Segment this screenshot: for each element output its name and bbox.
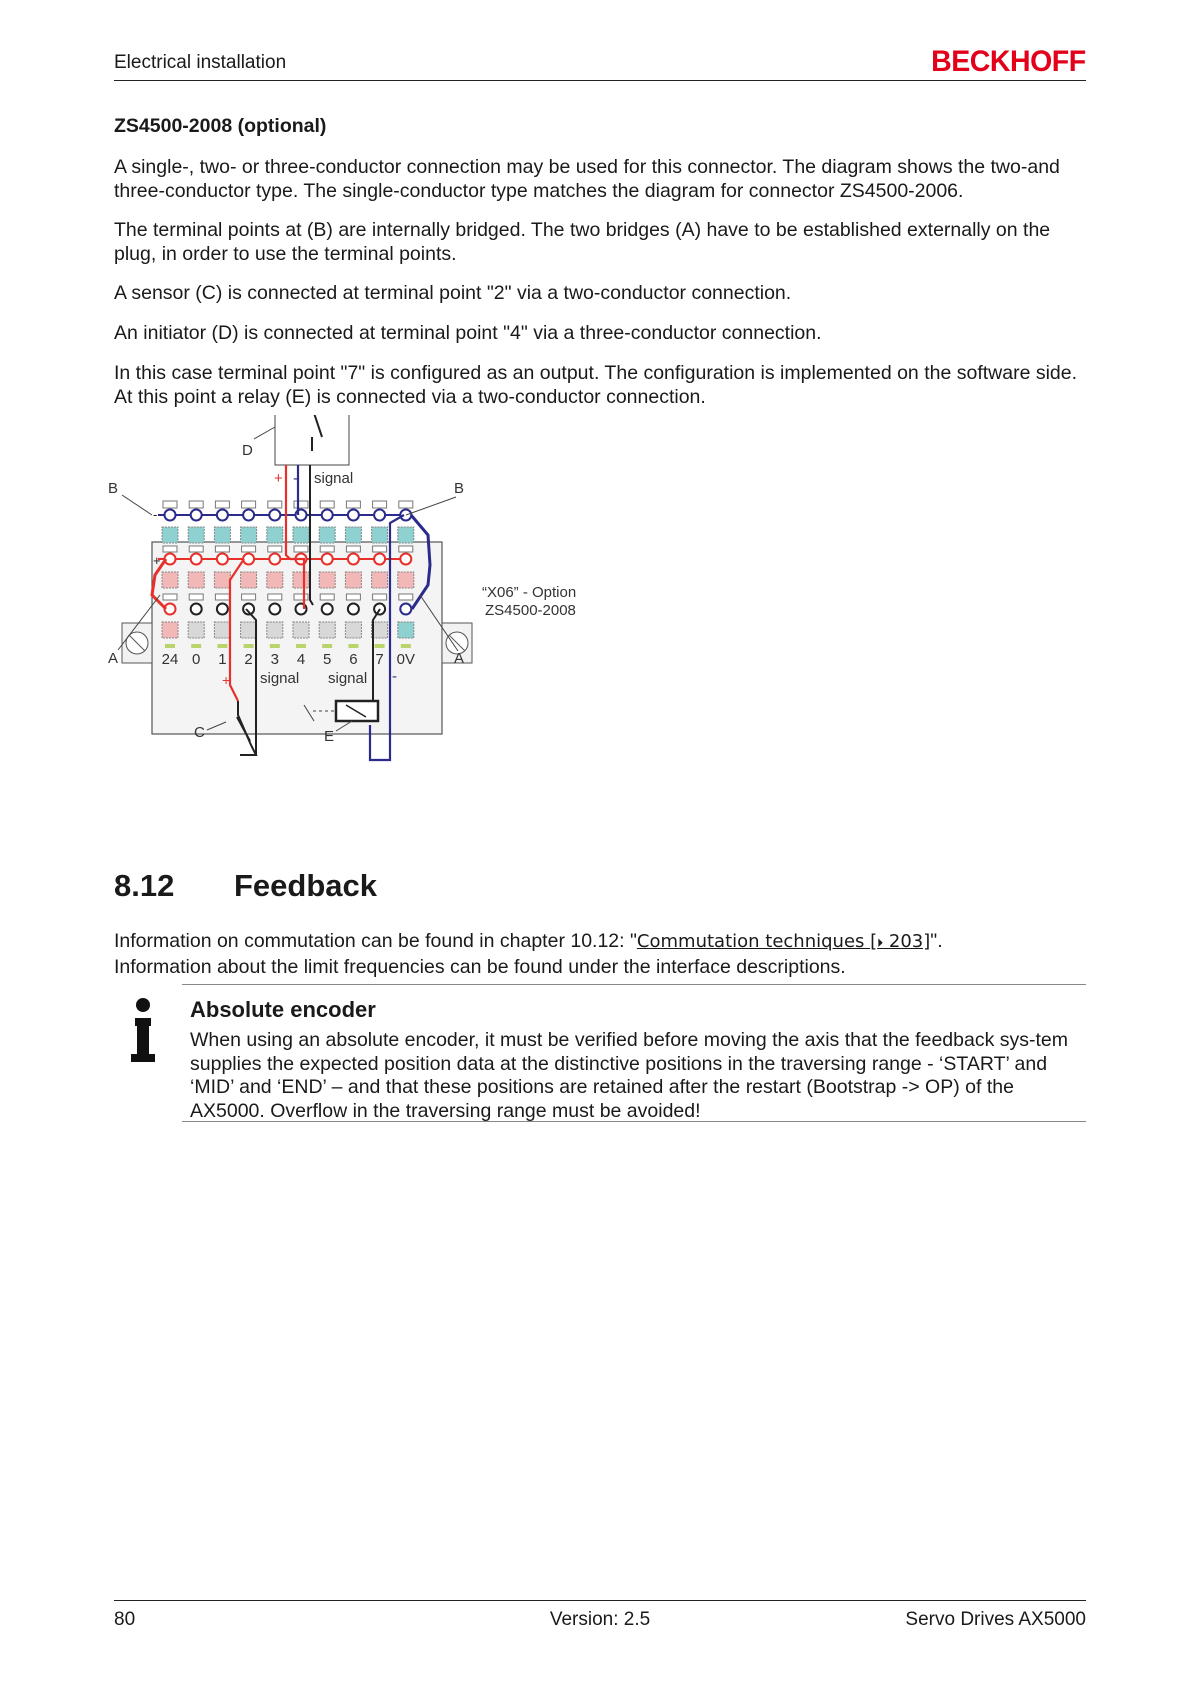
terminal-minus [217,510,228,521]
terminal-slot [268,501,282,508]
terminal-signal [217,604,228,615]
plus-C: + [222,672,231,688]
intro-line2: Information about the limit frequencies can be found under the interface descriptions. [114,955,846,978]
header-section-title: Electrical installation [114,52,287,73]
terminal-cell-pink [241,572,257,588]
terminal-signal [269,604,280,615]
terminal-cell [214,622,230,638]
terminal-label: 1 [218,651,227,668]
terminal-cell-pink [293,572,309,588]
note-text: When using an absolute encoder, it must be verified before moving the axis that the feedback sys-tem supplies the expected position data at the distinctive positions in the traversing range - ‘START’ and ‘MID’ and ‘END’ – and that these positions are retained after the restart (Bootstrap -> OP) of the AX5000. Overflow in the traversing range must be avoided! [190,1029,1068,1122]
terminal-slot [163,501,177,508]
beckhoff-logo: BECKHOFF [931,45,1086,78]
status-led [322,644,332,648]
terminal-plus [217,554,228,565]
status-led [296,644,306,648]
label-A-left: A [108,650,119,667]
terminal-slot [268,546,282,552]
terminal-slot [320,546,334,552]
terminal-label: 3 [270,651,279,668]
terminal-cell-teal [214,527,230,543]
terminal-label: 4 [296,651,306,668]
version: Version: 2.5 [549,1609,651,1630]
signal-C: signal [260,670,300,687]
minus-marker: - [153,507,158,522]
terminal-plus [348,554,359,565]
paragraph: A single-, two- or three-conductor connection may be used for this connector. The diagram shows the two-and three-conductor type. The single-conductor type matches the diagram for connector ZS4500-2006. [114,156,1060,202]
terminal-slot [294,546,308,552]
section-number: 8.12 [114,868,175,903]
terminal-slot [215,501,229,508]
arrow-right-icon: ⏵ [877,936,884,950]
intro-end: ". [930,930,943,952]
feedback-intro [114,930,1094,979]
terminal-label: 7 [375,651,384,668]
terminal-slot [346,546,360,552]
terminal-slot [294,501,308,508]
terminal-plus [191,554,202,565]
status-led [191,644,201,648]
caption-line2: ZS4500-2008 [485,602,576,619]
terminal-plus [165,554,176,565]
page-number: 80 [114,1609,136,1630]
terminal-cell-pink [162,572,178,588]
status-led [375,644,385,648]
terminal-slot [163,594,177,600]
terminal-slot [189,594,203,600]
minus-D: - [293,470,298,487]
label-D: D [242,442,253,459]
wiring-diagram [108,415,628,835]
terminal-slot [320,501,334,508]
section-title: Feedback [234,868,378,903]
terminal-label: 6 [349,651,358,668]
terminal-cell-pink [398,572,414,588]
label-E: E [324,728,335,745]
terminal-cell [319,622,335,638]
terminal-minus [269,510,280,521]
terminal-cell-teal [241,527,257,543]
terminal-label: 0V [396,651,415,668]
terminal-cell-teal [319,527,335,543]
terminal-label: 0 [192,651,201,668]
terminal-minus [374,510,385,521]
terminal-slot [215,546,229,552]
terminal-signal [348,604,359,615]
minus-E: - [392,668,397,685]
terminal-signal [400,604,411,615]
terminal-plus [322,554,333,565]
terminal-cell [267,622,283,638]
status-led [270,644,280,648]
terminal-cell [345,622,361,638]
terminal-cell-pink [214,572,230,588]
terminal-cell-teal [345,527,361,543]
terminal-plus [374,554,385,565]
terminal-plus [269,554,280,565]
terminal-slot [163,546,177,552]
terminal-slot [399,501,413,508]
terminal-cell-teal [188,527,204,543]
terminal-cell-teal [398,527,414,543]
paragraph: An initiator (D) is connected at terminal point "4" via a three-conductor connection. [114,322,822,344]
status-led [401,644,411,648]
terminal-signal [165,604,176,615]
terminal-cell-teal [293,527,309,543]
subheading: ZS4500-2008 (optional) [114,115,327,137]
terminal-cell [162,622,178,638]
terminal-minus [165,510,176,521]
terminal-slot [242,501,256,508]
terminal-label: 2 [244,651,253,668]
terminal-slot [294,594,308,600]
signal-E: signal [328,670,368,687]
paragraph: In this case terminal point "7" is configured as an output. The configuration is implemented on the software side. At this point a relay (E) is connected via a two-conductor connection. [114,362,1078,408]
terminal-slot [346,594,360,600]
label-B-left: B [108,480,119,497]
signal-D: signal [314,470,354,487]
caption-line1: “X06” - Option [482,584,577,601]
note-box [114,984,1086,1120]
terminal-label: 5 [323,651,332,668]
terminal-slot [373,546,387,552]
plus-marker: + [153,553,161,568]
terminal-slot [189,546,203,552]
terminal-cell [241,622,257,638]
terminal-slot [399,594,413,600]
terminal-plus [243,554,254,565]
terminal-slot [242,546,256,552]
terminal-cell [398,622,414,638]
terminal-minus [322,510,333,521]
terminal-cell-teal [372,527,388,543]
status-led [165,644,175,648]
label-B-right: B [454,480,465,497]
terminal-cell-pink [267,572,283,588]
label-C: C [194,724,205,741]
terminal-cell-teal [162,527,178,543]
terminal-slot [215,594,229,600]
status-led [217,644,227,648]
terminal-label: 24 [161,651,179,668]
status-led [244,644,254,648]
paragraph: The terminal points at (B) are internally bridged. The two bridges (A) have to be established externally on the plug, in order to use the terminal points. [114,219,1051,265]
commutation-link[interactable]: Commutation techniques [⏵ 203] [636,931,931,952]
plus-D: + [274,470,283,487]
terminal-cell [293,622,309,638]
product-name: Servo Drives AX5000 [905,1609,1086,1630]
terminal-slot [346,501,360,508]
note-title: Absolute encoder [190,997,376,1022]
terminal-slot [320,594,334,600]
terminal-minus [243,510,254,521]
intro-text: Information on commutation can be found in chapter 10.12: " [114,930,637,952]
terminal-slot [399,546,413,552]
status-led [348,644,358,648]
terminal-cell-teal [267,527,283,543]
terminal-slot [373,501,387,508]
terminal-cell-pink [319,572,335,588]
page-footer [114,1600,1086,1631]
terminal-slot [242,594,256,600]
terminal-signal [322,604,333,615]
terminal-minus [191,510,202,521]
page-header [114,45,1086,81]
terminal-minus [348,510,359,521]
terminal-slot [268,594,282,600]
info-icon [128,998,158,1066]
terminal-signal [191,604,202,615]
terminal-cell-pink [372,572,388,588]
note-content [182,984,1086,1122]
terminal-cell-pink [345,572,361,588]
terminal-cell-pink [188,572,204,588]
paragraph: A sensor (C) is connected at terminal point "2" via a two-conductor connection. [114,282,792,304]
terminal-slot [373,594,387,600]
terminal-slot [189,501,203,508]
terminal-cell [188,622,204,638]
label-A-right: A [454,650,465,667]
terminal-plus [400,554,411,565]
